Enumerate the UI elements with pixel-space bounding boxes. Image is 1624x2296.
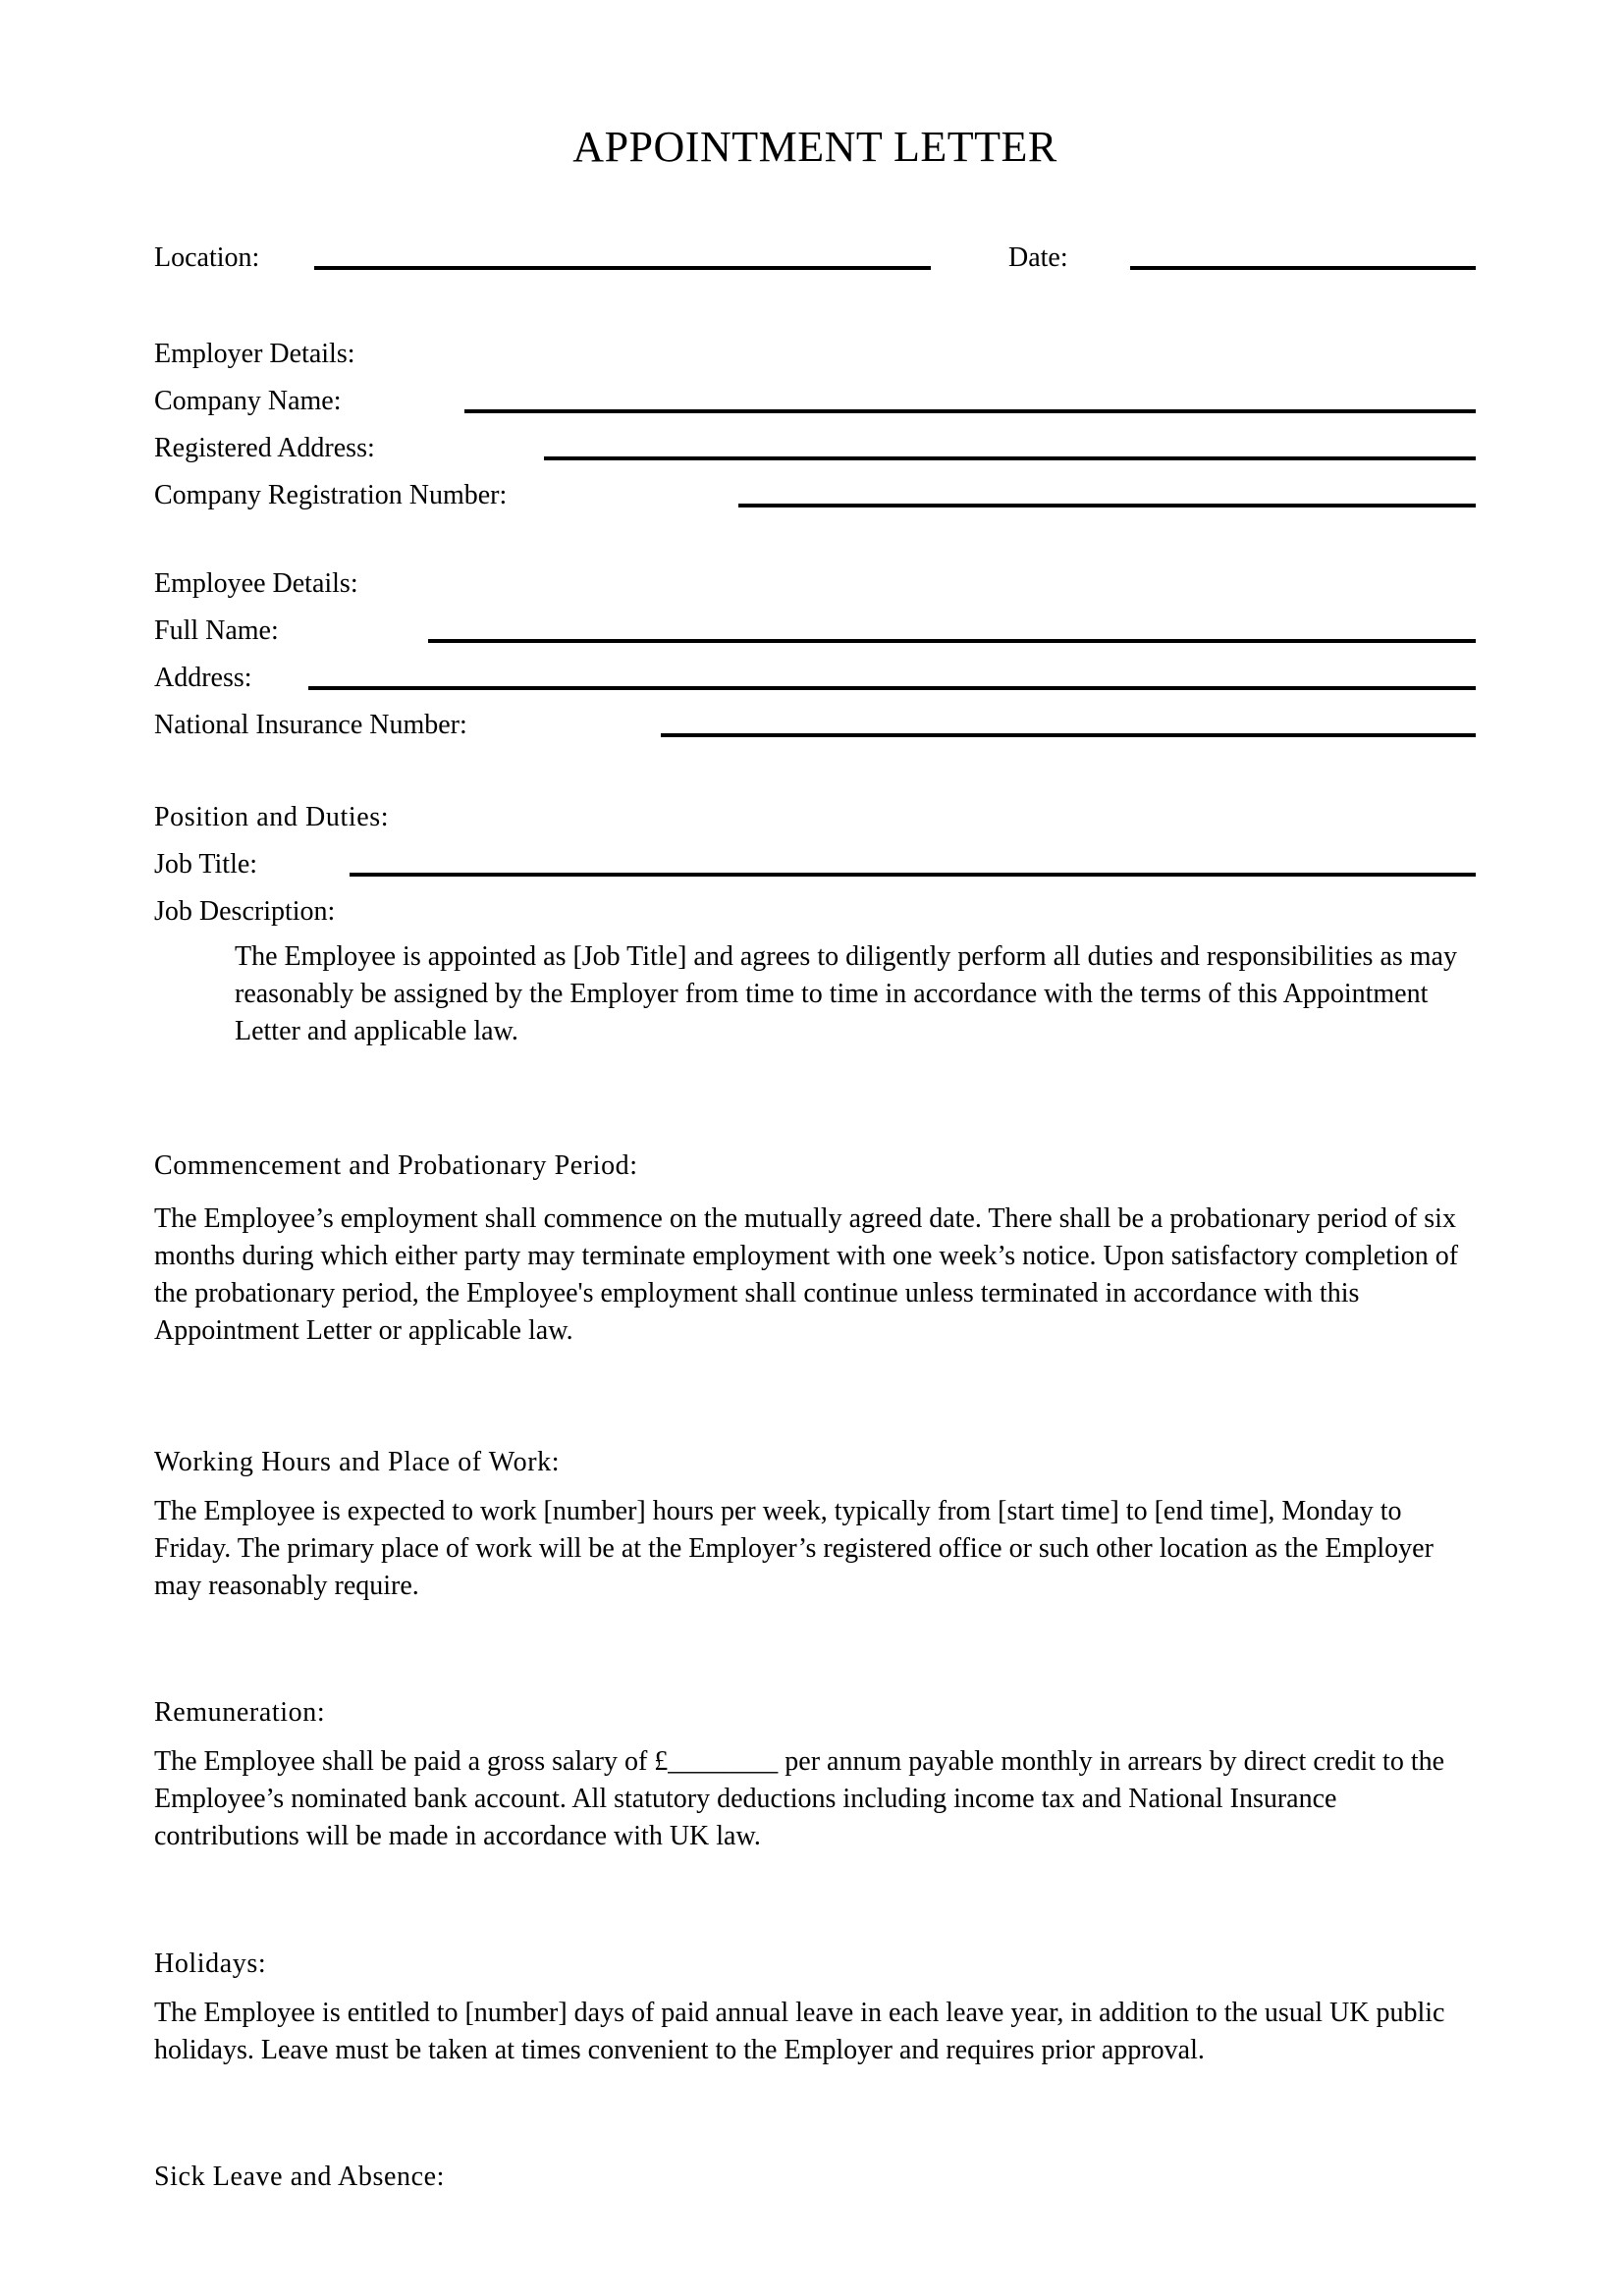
- remuneration-heading: Remuneration:: [154, 1697, 326, 1728]
- employer-details-section: [154, 338, 1476, 526]
- employer-details-heading: Employer Details:: [154, 339, 355, 369]
- job-title-label: Job Title:: [154, 849, 258, 880]
- registered-address-row: [154, 432, 1476, 479]
- location-label: Location:: [154, 242, 260, 273]
- employee-details-section: [154, 567, 1476, 756]
- ni-number-row: [154, 709, 1476, 756]
- commencement-heading: Commencement and Probationary Period:: [154, 1150, 638, 1181]
- registered-address-fill-line: [544, 456, 1476, 460]
- document-title: APPOINTMENT LETTER: [572, 123, 1057, 171]
- remuneration-paragraph: The Employee shall be paid a gross salary of £________ per annum payable monthly in arrears by direct credit to the Employee’s nominated bank account. All statutory deductions including income tax and National Insurance contributions will be made in accordance with UK law.: [154, 1746, 1445, 1851]
- registration-number-row: [154, 479, 1476, 526]
- ni-number-label: National Insurance Number:: [154, 710, 467, 740]
- date-fill-line: [1130, 266, 1476, 270]
- remuneration-section: [154, 1696, 1476, 1855]
- working-hours-heading: Working Hours and Place of Work:: [154, 1447, 561, 1477]
- registered-address-label: Registered Address:: [154, 433, 375, 463]
- position-duties-heading: Position and Duties:: [154, 802, 390, 832]
- sick-leave-section: [154, 2161, 1476, 2208]
- location-date-row: [154, 241, 1476, 289]
- sick-leave-heading: Sick Leave and Absence:: [154, 2162, 446, 2192]
- job-description-label: Job Description:: [154, 896, 336, 927]
- working-hours-section: [154, 1446, 1476, 1605]
- commencement-paragraph: The Employee’s employment shall commence on the mutually agreed date. There shall be a probationary period of six months during which either party may terminate employment with one week’s notice. Upon satisfactory completion of the probationary period, the Employee's employment shall continue unless terminated in accordance with this Appointment Letter or applicable law.: [154, 1203, 1459, 1346]
- working-hours-paragraph: The Employee is expected to work [number] hours per week, typically from [start time] to [end time], Monday to Friday. The primary place of work will be at the Employer’s registered office or such other location as the Employer may reasonably require.: [154, 1496, 1434, 1601]
- registration-number-fill-line: [738, 504, 1476, 507]
- company-name-row: [154, 385, 1476, 432]
- job-title-row: [154, 848, 1476, 895]
- address-label: Address:: [154, 663, 252, 693]
- job-title-fill-line: [350, 873, 1476, 877]
- full-name-fill-line: [428, 639, 1476, 643]
- ni-number-fill-line: [661, 733, 1476, 737]
- location-fill-line: [314, 266, 931, 270]
- job-description-paragraph: The Employee is appointed as [Job Title] and agrees to diligently perform all duties and responsibilities as may reasonably be assigned by the Employer from time to time in accordance with the terms of this Appointment Letter and applicable law.: [235, 941, 1457, 1046]
- holidays-section: [154, 1948, 1476, 2069]
- date-label: Date:: [1008, 242, 1068, 273]
- full-name-label: Full Name:: [154, 615, 279, 646]
- address-fill-line: [308, 686, 1476, 690]
- registration-number-label: Company Registration Number:: [154, 480, 508, 510]
- holidays-paragraph: The Employee is entitled to [number] days of paid annual leave in each leave year, in addition to the usual UK public holidays. Leave must be taken at times convenient to the Employer and requires prior approval.: [154, 1998, 1445, 2065]
- commencement-section: [154, 1149, 1476, 1350]
- position-duties-section: [154, 801, 1476, 1050]
- company-name-fill-line: [464, 409, 1476, 413]
- full-name-row: [154, 614, 1476, 662]
- holidays-heading: Holidays:: [154, 1949, 267, 1979]
- address-row: [154, 662, 1476, 709]
- company-name-label: Company Name:: [154, 386, 342, 416]
- employee-details-heading: Employee Details:: [154, 568, 358, 599]
